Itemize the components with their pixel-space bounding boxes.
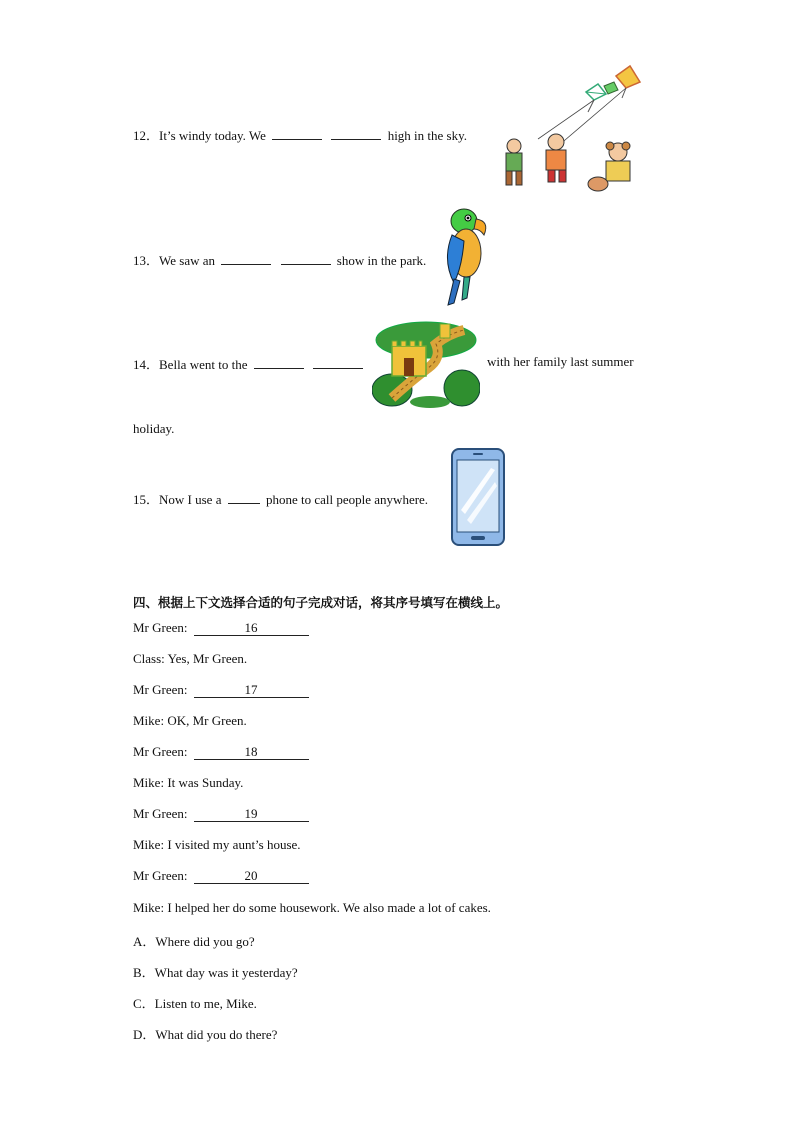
speaker: Mike: (133, 837, 165, 852)
option-letter: B． (133, 965, 155, 980)
dialogue-line (133, 651, 247, 667)
dialogue-line (133, 806, 309, 822)
mobile-phone-picture (451, 448, 505, 546)
dialogue-line (133, 620, 309, 636)
dialogue-line (133, 868, 309, 884)
answer-blank[interactable] (272, 127, 322, 140)
question-text-after: show in the park. (336, 253, 427, 268)
option-letter: A． (133, 934, 156, 949)
answer-blank[interactable] (221, 252, 271, 265)
option-text: What did you do there? (155, 1027, 278, 1042)
answer-blank[interactable]: 20 (194, 869, 309, 884)
option-letter: C． (133, 996, 155, 1011)
question-text-after: high in the sky. (387, 128, 468, 143)
dialogue-text: I visited my aunt’s house. (167, 837, 301, 852)
option-a (133, 931, 255, 950)
question-15 (133, 489, 428, 508)
answer-blank[interactable]: 17 (194, 683, 309, 698)
parrot-picture (440, 205, 492, 310)
question-14 (133, 354, 366, 373)
great-wall-picture (372, 320, 480, 408)
dialogue-text: OK, Mr Green. (167, 713, 247, 728)
speaker: Class: (133, 651, 165, 666)
option-b (133, 962, 298, 981)
speaker: Mr Green: (133, 868, 188, 883)
dialogue-line (133, 900, 491, 916)
speaker: Mr Green: (133, 682, 188, 697)
option-c (133, 993, 257, 1012)
question-text-before: It’s windy today. We (159, 128, 266, 143)
speaker: Mike: (133, 713, 165, 728)
answer-blank[interactable] (281, 252, 331, 265)
answer-blank[interactable] (313, 356, 363, 369)
dialogue-line (133, 682, 309, 698)
dialogue-line (133, 837, 301, 853)
option-d (133, 1024, 277, 1043)
answer-blank[interactable] (254, 356, 304, 369)
question-number: 12． (133, 128, 160, 143)
speaker: Mike: (133, 900, 165, 915)
question-number: 13． (133, 253, 160, 268)
option-text: Listen to me, Mike. (154, 996, 257, 1011)
question-text-after: phone to call people anywhere. (265, 492, 429, 507)
speaker: Mr Green: (133, 620, 188, 635)
answer-blank[interactable]: 18 (194, 745, 309, 760)
speaker: Mr Green: (133, 744, 188, 759)
question-text-before: We saw an (159, 253, 216, 268)
dialogue-text: I helped her do some housework. We also made a lot of cakes. (167, 900, 491, 915)
answer-blank[interactable] (331, 127, 381, 140)
dialogue-text: It was Sunday. (167, 775, 244, 790)
question-14-after: with her family last summer (487, 354, 634, 369)
option-letter: D． (133, 1027, 156, 1042)
option-text: What day was it yesterday? (154, 965, 298, 980)
speaker: Mr Green: (133, 806, 188, 821)
question-number: 14． (133, 357, 160, 372)
question-text-before: Bella went to the (159, 357, 248, 372)
dialogue-text: Yes, Mr Green. (167, 651, 248, 666)
question-13 (133, 250, 426, 269)
question-12 (133, 125, 467, 144)
question-14-continuation: holiday. (133, 421, 175, 436)
dialogue-line (133, 744, 309, 760)
kite-flying-picture (498, 64, 643, 199)
question-text-before: Now I use a (159, 492, 222, 507)
answer-blank[interactable]: 19 (194, 807, 309, 822)
answer-blank[interactable] (228, 491, 260, 504)
speaker: Mike: (133, 775, 165, 790)
answer-blank[interactable]: 16 (194, 621, 309, 636)
dialogue-line (133, 775, 243, 791)
dialogue-line (133, 713, 247, 729)
section-heading: 四、根据上下文选择合适的句子完成对话，将其序号填写在横线上。 (133, 595, 509, 610)
question-number: 15． (133, 492, 160, 507)
option-text: Where did you go? (155, 934, 255, 949)
